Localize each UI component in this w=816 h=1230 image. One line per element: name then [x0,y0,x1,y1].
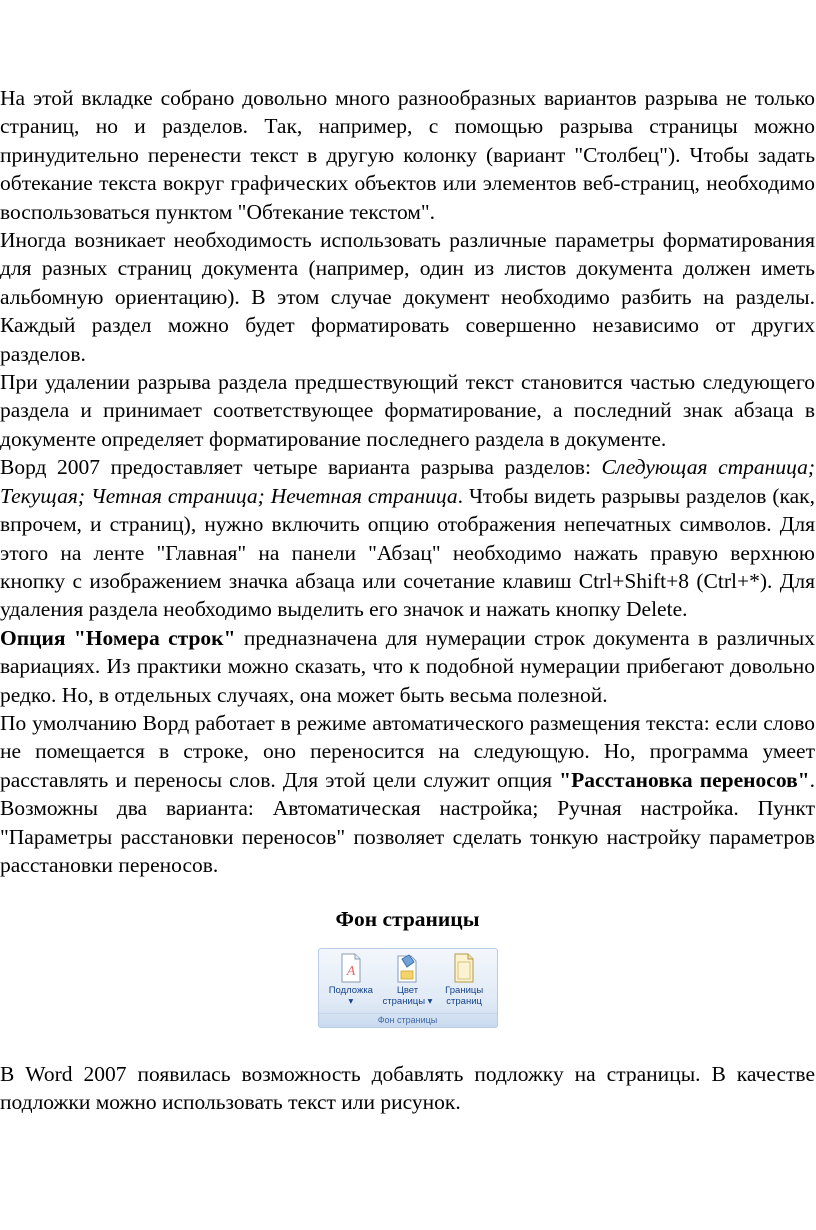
paragraph-2: Иногда возникает необходимость использовать различные параметры форматирования для разных страниц документа (например, один из листов документа должен иметь альбомную ориентацию). В этом случае документ необходимо разбить на разделы. Каждый раздел можно будет форматировать совершенно независимо от других разделов. [0,228,815,366]
paragraph-6-text-b: . Возможны два варианта: Автоматическая настройка; Ручная настройка. Пункт "Параметры расстановки переносов" позволяет сделать тонкую настройку параметров расстановки переносов. [0,767,815,877]
paragraph-6-bold: "Расстановка переносов" [559,767,810,792]
page-borders-button [438,953,490,1007]
watermark-button [325,953,377,1007]
page-borders-icon [451,953,477,983]
ribbon-image [0,948,815,1028]
paragraph-4-italic: Следующая страница; Текущая; Четная страница; Нечетная страница [0,455,815,508]
paragraph-4-text-b: . Чтобы видеть разрывы разделов (как, впрочем, и страниц), нужно включить опцию отображения непечатных символов. Для этого на ленте "Главная" на панели "Абзац" необходимо нажать правую верхнюю кнопку с изображением значка абзаца или сочетание клавиш Ctrl+Shift+8 (Ctrl+*). Для удаления раздела необходимо выделить его значок и нажать кнопку Delete. [0,483,815,622]
paragraph-1: На этой вкладке собрано довольно много разнообразных вариантов разрыва не только страниц, но и разделов. Так, например, с помощью разрыва страницы можно принудительно перенести текст в другую колонку (вариант "Столбец"). Чтобы задать обтекание текста вокруг графических объектов или элементов веб-страниц, необходимо воспользоваться пунктом "Обтекание текстом". [0,86,815,224]
paragraph-4-text-a: Ворд 2007 предоставляет четыре варианта разрыва разделов: [0,455,602,480]
section-heading: Фон страницы [335,907,480,932]
paragraph-7: В Word 2007 появилась возможность добавлять подложку на страницы. В качестве подложки можно использовать текст или рисунок. [0,1061,815,1115]
watermark-dropdown: ▾ [348,995,354,1007]
ribbon-group-page-background [318,948,498,1028]
paragraph-4 [0,453,815,623]
page-color-button [381,953,433,1007]
ribbon-group-label: Фон страницы [319,1013,497,1026]
paragraph-6-text-a: По умолчанию Ворд работает в режиме автоматического размещения текста: если слово не помещается в строке, оно переносится на следующую. Но, программа умеет расставлять и переносы слов. Для этой цели служит опция [0,710,815,792]
page-borders-label-2: страниц [446,995,482,1007]
document-page [0,84,815,1117]
page-borders-label-1: Границы [445,984,484,996]
watermark-icon [338,953,364,983]
paragraph-6 [0,709,815,879]
page-color-label-2: страницы ▾ [382,995,433,1007]
paragraph-5-bold: Опция "Номера строк" [0,625,236,650]
page-color-label-1: Цвет [396,984,419,996]
paragraph-5 [0,624,815,709]
svg-text:A: A [346,963,356,979]
watermark-label: Подложка [328,984,373,996]
paragraph-3: При удалении разрыва раздела предшествующий текст становится частью следующего раздела и принимает соответствующее форматирование, а последний знак абзаца в документе определяет форматирование последнего раздела в документе. [0,370,815,451]
paragraph-5-text: предназначена для нумерации строк документа в различных вариациях. Из практики можно сказать, что к подобной нумерации прибегают довольно редко. Но, в отдельных случаях, она может быть весьма полезной. [0,625,816,707]
page-color-icon [394,953,420,983]
